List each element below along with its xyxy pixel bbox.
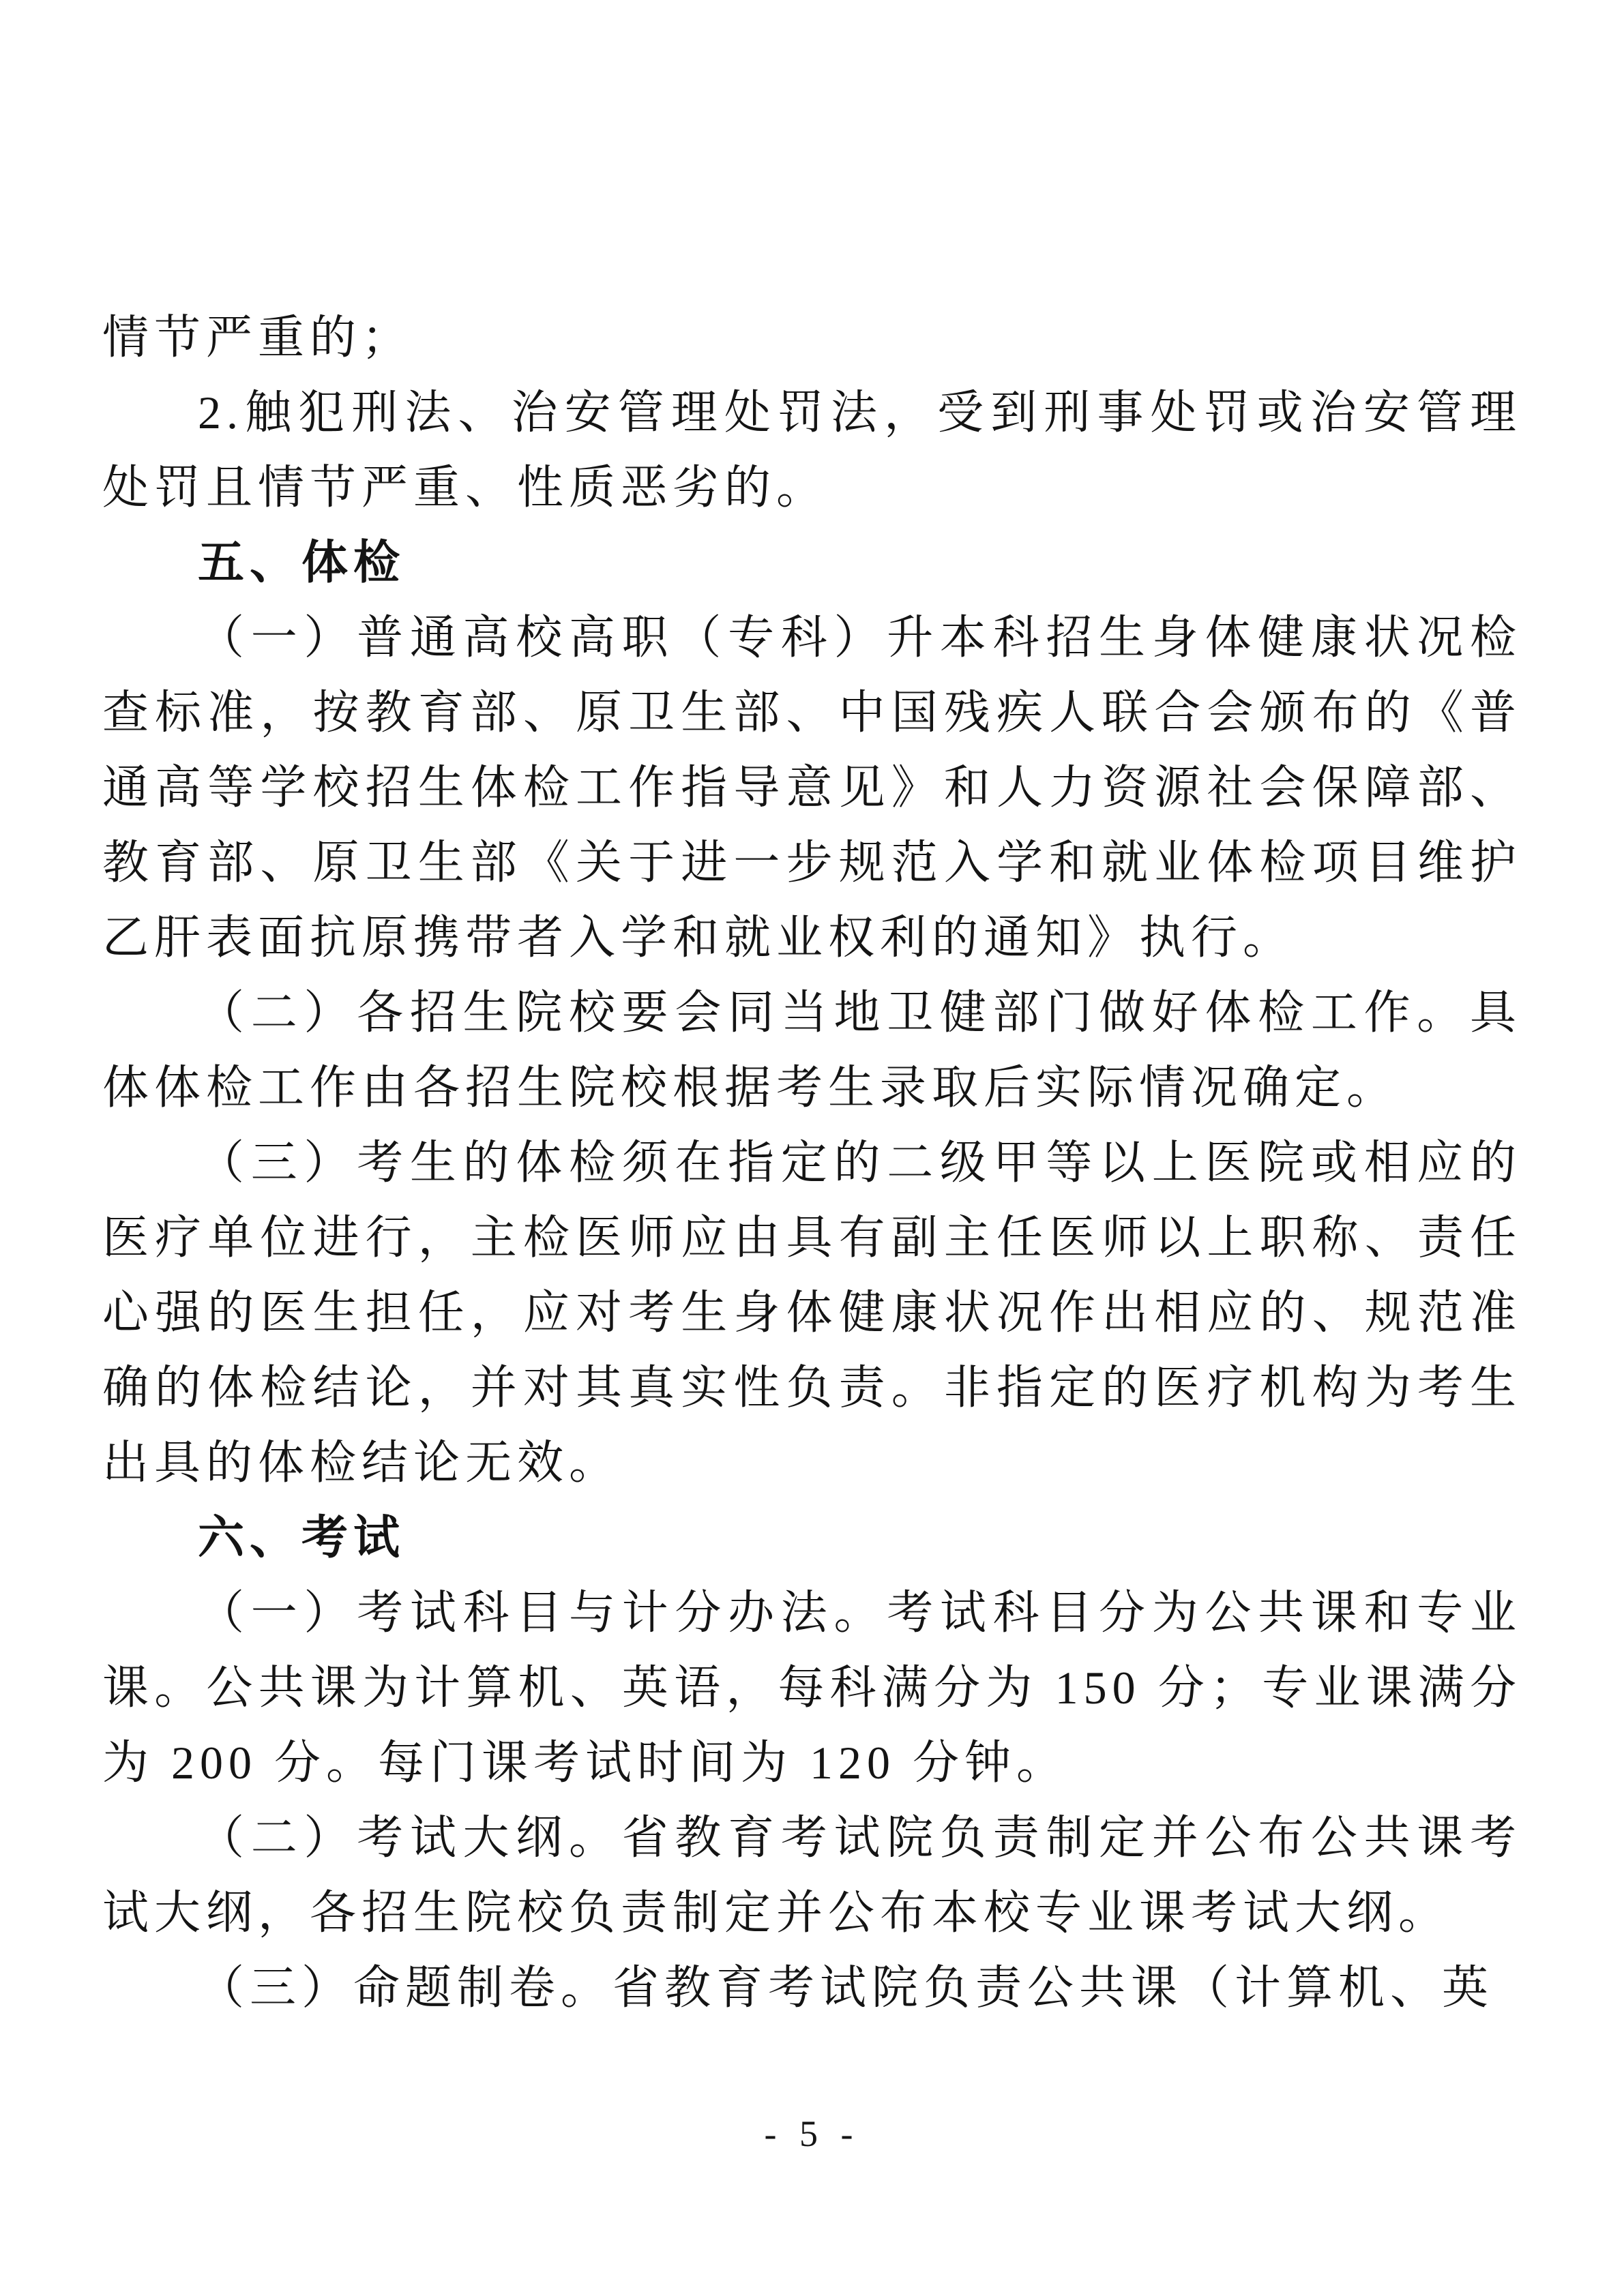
page-number: - 5 - — [764, 2113, 860, 2154]
paragraph-6-2: （二）考试大纲。省教育考试院负责制定并公布公共课考试大纲，各招生院校负责制定并公布本校专业课考试大纲。 — [102, 1812, 1522, 1939]
paragraph-continuation: 情节严重的； — [102, 312, 414, 363]
heading-section-6-examination: 六、考试 — [198, 1512, 406, 1564]
paragraph-item-2: 2.触犯刑法、治安管理处罚法，受到刑事处罚或治安管理处罚且情节严重、性质恶劣的。 — [102, 387, 1522, 513]
paragraph-6-3: （三）命题制卷。省教育考试院负责公共课（计算机、英 — [198, 1962, 1494, 2014]
document-body — [102, 300, 1522, 2025]
heading-section-5-physical-exam: 五、体检 — [198, 537, 406, 588]
paragraph-5-2: （二）各招生院校要会同当地卫健部门做好体检工作。具体体检工作由各招生院校根据考生录取后实际情况确定。 — [102, 987, 1522, 1114]
paragraph-5-3: （三）考生的体检须在指定的二级甲等以上医院或相应的医疗单位进行，主检医师应由具有副主任医师以上职称、责任心强的医生担任，应对考生身体健康状况作出相应的、规范准确的体检结论，并对其真实性负责。非指定的医疗机构为考生出具的体检结论无效。 — [102, 1137, 1522, 1489]
paragraph-6-1: （一）考试科目与计分办法。考试科目分为公共课和专业课。公共课为计算机、英语，每科满分为 150 分；专业课满分为 200 分。每门课考试时间为 120 分钟。 — [102, 1587, 1522, 1789]
paragraph-5-1: （一）普通高校高职（专科）升本科招生身体健康状况检查标准，按教育部、原卫生部、中国残疾人联合会颁布的《普通高等学校招生体检工作指导意见》和人力资源社会保障部、教育部、原卫生部《关于进一步规范入学和就业体检项目维护乙肝表面抗原携带者入学和就业权利的通知》执行。 — [102, 612, 1522, 964]
